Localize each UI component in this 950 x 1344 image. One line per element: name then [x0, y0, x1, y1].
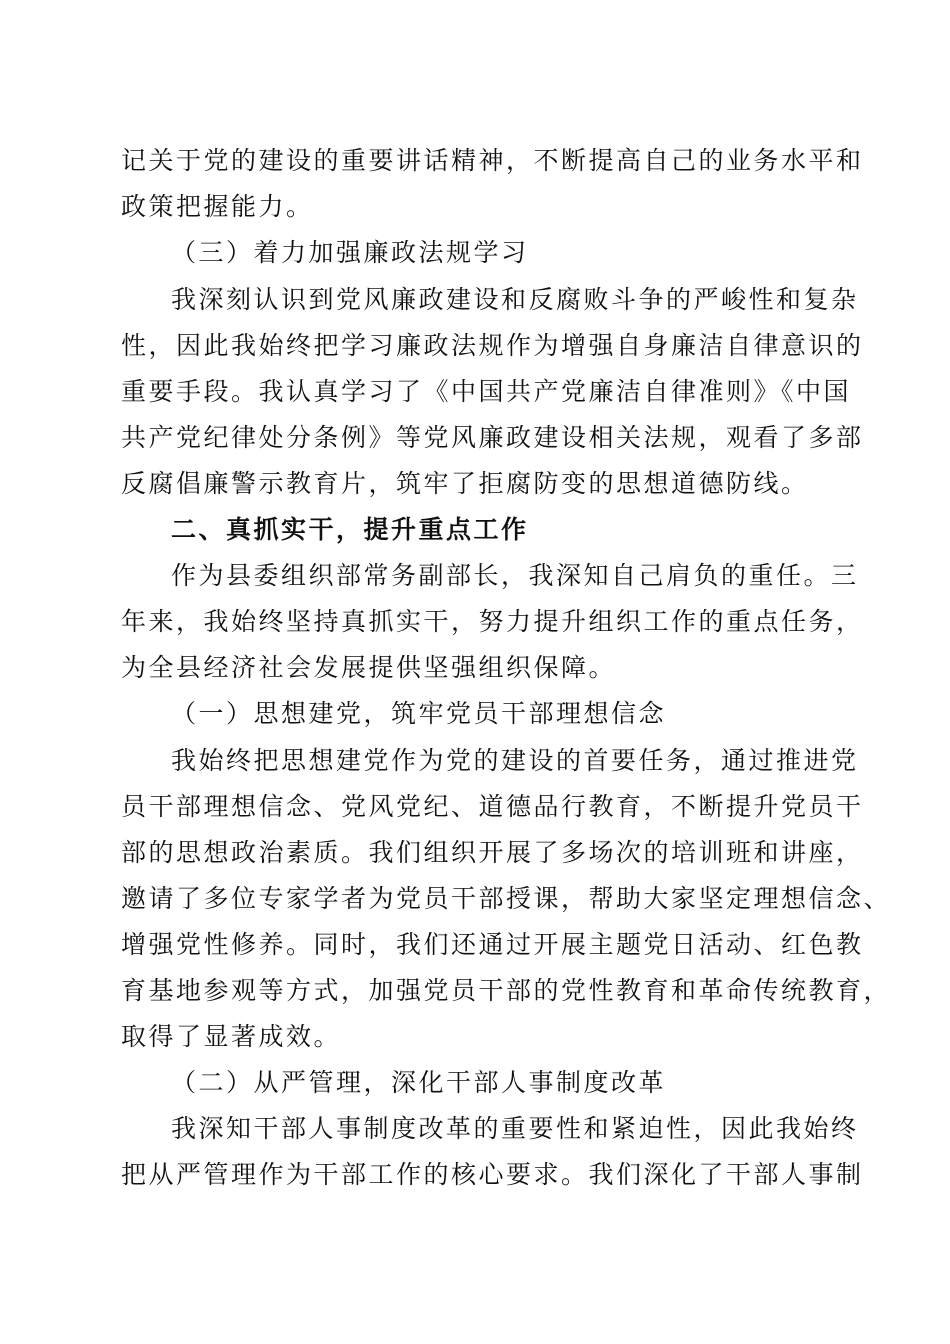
- paragraph-line: 共产党纪律处分条例》等党风廉政建设相关法规，观看了多部: [121, 423, 864, 452]
- paragraph-line: 重要手段。我认真学习了《中国共产党廉洁自律准则》《中国: [121, 377, 852, 406]
- paragraph-line: 我深知干部人事制度改革的重要性和紧迫性，因此我始终: [171, 1114, 859, 1143]
- paragraph-line: 部的思想政治素质。我们组织开展了多场次的培训班和讲座，: [121, 838, 864, 867]
- paragraph-line: 我始终把思想建党作为党的建设的首要任务，通过推进党: [171, 746, 859, 775]
- paragraph-line: 为全县经济社会发展提供坚强组织保障。: [121, 653, 617, 682]
- section-heading: 二、真抓实干，提升重点工作: [171, 515, 529, 544]
- section-subheading: （一）思想建党，筑牢党员干部理想信念: [171, 699, 667, 728]
- paragraph-line: 把从严管理作为干部工作的核心要求。我们深化了干部人事制: [121, 1160, 864, 1189]
- paragraph-line: 性，因此我始终把学习廉政法规作为增强自身廉洁自律意识的: [121, 331, 864, 360]
- paragraph-line: 员干部理想信念、党风党纪、道德品行教育，不断提升党员干: [121, 792, 864, 821]
- section-subheading: （二）从严管理，深化干部人事制度改革: [171, 1068, 667, 1097]
- paragraph-line: 反腐倡廉警示教育片，筑牢了拒腐防变的思想道德防线。: [121, 469, 809, 498]
- paragraph-line: 邀请了多位专家学者为党员干部授课，帮助大家坚定理想信念、: [121, 884, 892, 913]
- paragraph-line: 我深刻认识到党风廉政建设和反腐败斗争的严峻性和复杂: [171, 285, 859, 314]
- paragraph-line: 增强党性修养。同时，我们还通过开展主题党日活动、红色教: [121, 930, 864, 959]
- paragraph-line: 取得了显著成效。: [121, 1022, 342, 1051]
- section-subheading: （三）着力加强廉政法规学习: [171, 238, 529, 267]
- paragraph-line: 育基地参观等方式，加强党员干部的党性教育和革命传统教育，: [121, 976, 892, 1005]
- paragraph-line: 作为县委组织部常务副部长，我深知自己肩负的重任。三: [171, 561, 859, 590]
- paragraph-line: 政策把握能力。: [121, 192, 314, 221]
- paragraph-line: 记关于党的建设的重要讲话精神，不断提高自己的业务水平和: [121, 146, 864, 175]
- paragraph-line: 年来，我始终坚持真抓实干，努力提升组织工作的重点任务，: [121, 607, 864, 636]
